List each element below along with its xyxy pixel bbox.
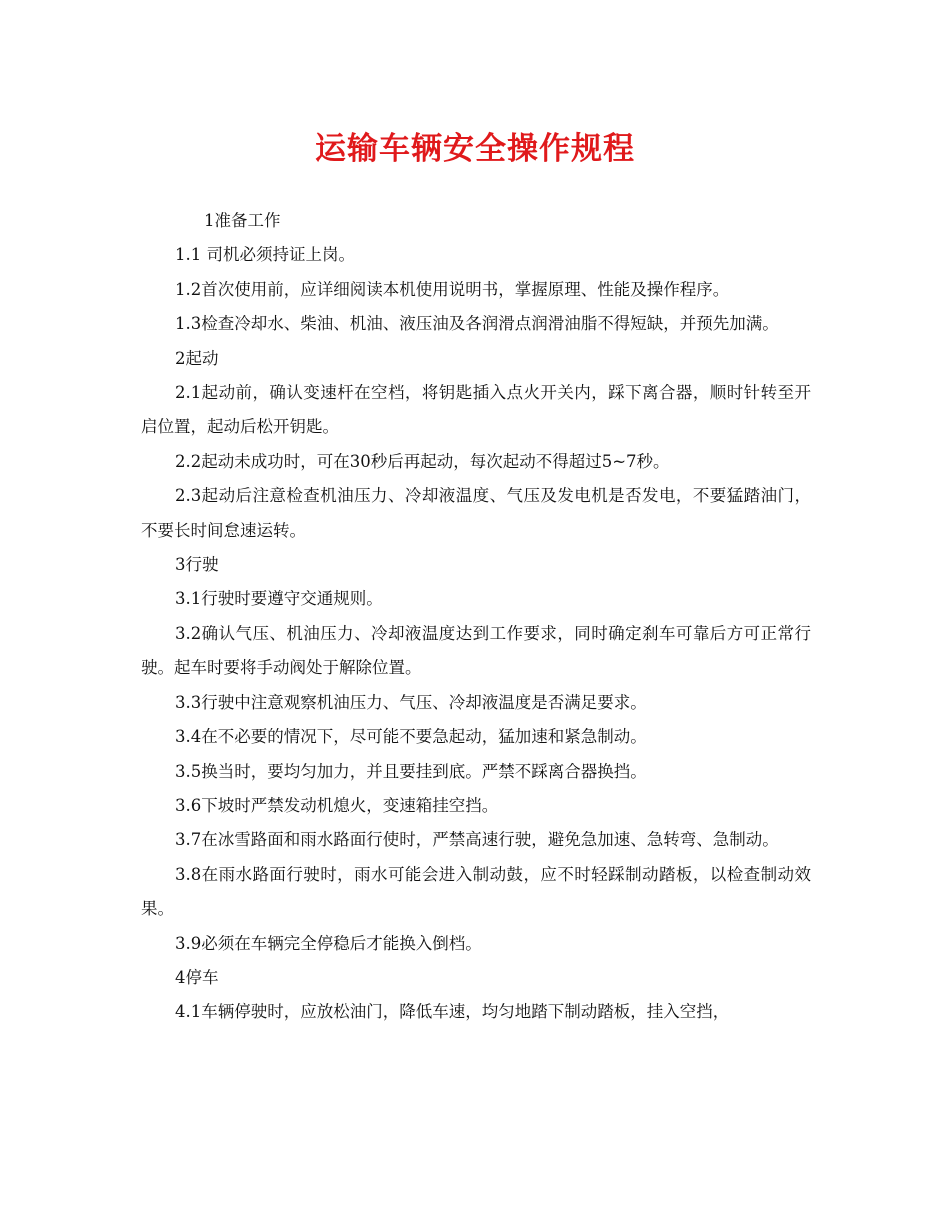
paragraph-2-3: 2.3起动后注意检查机油压力、冷却液温度、气压及发电机是否发电，不要猛踏油门，不要长时间怠速运转。 bbox=[141, 486, 811, 540]
paragraph-3-3: 3.3行驶中注意观察机油压力、气压、冷却液温度是否满足要求。 bbox=[175, 692, 647, 712]
paragraph-1-2: 1.2首次使用前，应详细阅读本机使用说明书，掌握原理、性能及操作程序。 bbox=[175, 279, 730, 299]
paragraph-3-1: 3.1行驶时要遵守交通规则。 bbox=[175, 589, 383, 609]
paragraph-1-3: 1.3检查冷却水、柴油、机油、液压油及各润滑点润滑油脂不得短缺，并预先加满。 bbox=[175, 314, 779, 334]
document-title: 运输车辆安全操作规程 bbox=[315, 131, 635, 167]
section-heading-1: 1准备工作 bbox=[204, 211, 281, 230]
paragraph-2-1: 2.1起动前，确认变速杆在空档，将钥匙插入点火开关内，踩下离合器，顺时针转至开启位置，起动后松开钥匙。 bbox=[141, 383, 811, 437]
paragraph-3-7: 3.7在冰雪路面和雨水路面行使时，严禁高速行驶，避免急加速、急转弯、急制动。 bbox=[175, 830, 779, 850]
paragraph-1-1: 1.1 司机必须持证上岗。 bbox=[175, 245, 355, 265]
section-heading-4: 4停车 bbox=[175, 967, 219, 987]
section-heading-3: 3行驶 bbox=[175, 555, 219, 575]
paragraph-3-4: 3.4在不必要的情况下，尽可能不要急起动，猛加速和紧急制动。 bbox=[175, 727, 647, 747]
paragraph-3-8: 3.8在雨水路面行驶时，雨水可能会进入制动鼓，应不时轻踩制动踏板，以检查制动效果。 bbox=[141, 864, 811, 919]
document-body bbox=[141, 204, 811, 1030]
paragraph-4-1: 4.1车辆停驶时，应放松油门，降低车速，均匀地踏下制动踏板，挂入空挡， bbox=[175, 1002, 730, 1022]
paragraph-2-2: 2.2起动未成功时，可在30秒后再起动，每次起动不得超过5~7秒。 bbox=[175, 451, 670, 471]
paragraph-3-6: 3.6下坡时严禁发动机熄火，变速箱挂空挡。 bbox=[175, 795, 499, 815]
paragraph-3-2: 3.2确认气压、机油压力、冷却液温度达到工作要求，同时确定刹车可靠后方可正常行驶。起车时要将手动阀处于解除位置。 bbox=[141, 623, 811, 678]
section-heading-2: 2起动 bbox=[175, 348, 219, 368]
paragraph-3-5: 3.5换当时，要均匀加力，并且要挂到底。严禁不踩离合器换挡。 bbox=[175, 761, 647, 781]
paragraph-3-9: 3.9必须在车辆完全停稳后才能换入倒档。 bbox=[175, 933, 482, 953]
